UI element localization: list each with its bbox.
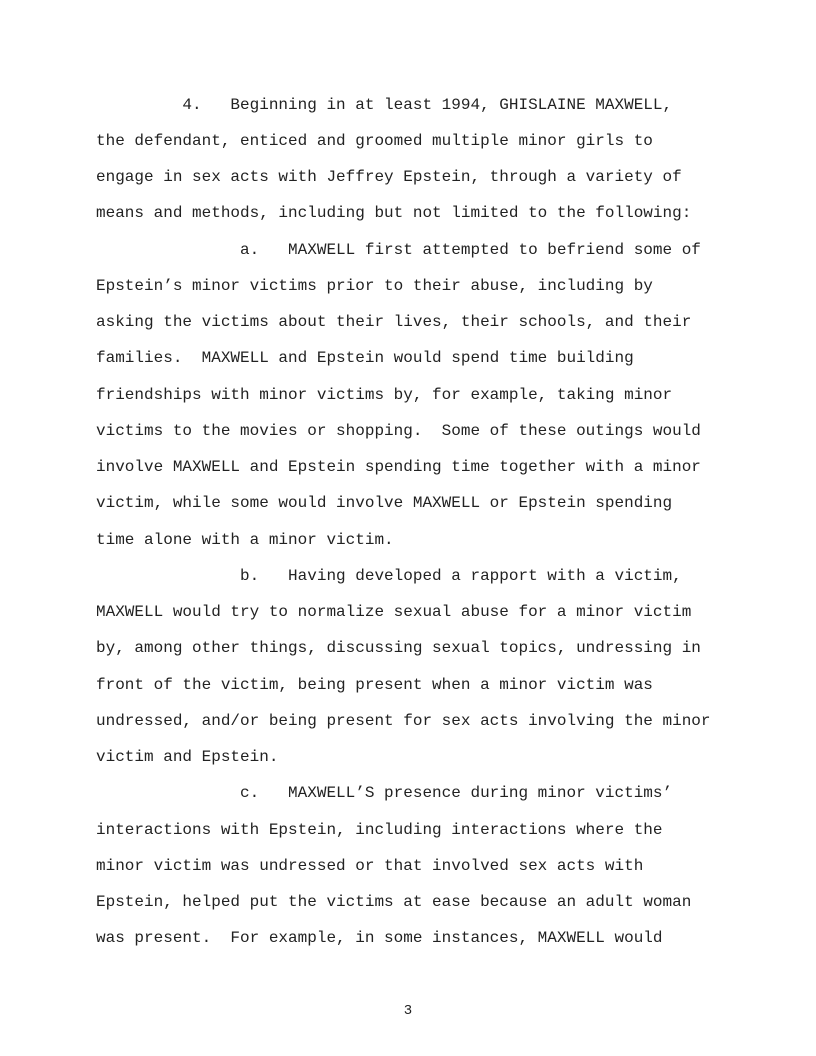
text-line: front of the victim, being present when a minor victim was — [96, 676, 653, 694]
text-line: victims to the movies or shopping. Some of these outings would — [96, 422, 701, 440]
text-line: time alone with a minor victim. — [96, 531, 394, 549]
text-line: MAXWELL would try to normalize sexual abuse for a minor victim — [96, 603, 692, 621]
text-line: engage in sex acts with Jeffrey Epstein, through a variety of — [96, 168, 682, 186]
text-line: the defendant, enticed and groomed multiple minor girls to — [96, 132, 653, 150]
text-line: 4. Beginning in at least 1994, GHISLAINE MAXWELL, — [96, 96, 673, 114]
text-line: b. Having developed a rapport with a victim, — [96, 567, 682, 585]
text-line: involve MAXWELL and Epstein spending time together with a minor — [96, 458, 701, 476]
page-number: 3 — [403, 1003, 413, 1019]
text-line: asking the victims about their lives, their schools, and their — [96, 313, 692, 331]
text-line: was present. For example, in some instances, MAXWELL would — [96, 929, 663, 947]
text-line: victim and Epstein. — [96, 748, 279, 766]
text-line: families. MAXWELL and Epstein would spend time building — [96, 349, 634, 367]
text-line: Epstein’s minor victims prior to their abuse, including by — [96, 277, 653, 295]
text-line: undressed, and/or being present for sex acts involving the minor — [96, 712, 711, 730]
text-line: friendships with minor victims by, for example, taking minor — [96, 386, 673, 404]
text-line: victim, while some would involve MAXWELL or Epstein spending — [96, 494, 673, 512]
text-line: interactions with Epstein, including interactions where the — [96, 821, 663, 839]
text-line: a. MAXWELL first attempted to befriend some of — [96, 241, 701, 259]
text-line: means and methods, including but not limited to the following: — [96, 204, 692, 222]
text-line: Epstein, helped put the victims at ease because an adult woman — [96, 893, 692, 911]
text-line: minor victim was undressed or that involved sex acts with — [96, 857, 644, 875]
text-line: c. MAXWELL’S presence during minor victims’ — [96, 784, 673, 802]
text-line: by, among other things, discussing sexual topics, undressing in — [96, 639, 701, 657]
